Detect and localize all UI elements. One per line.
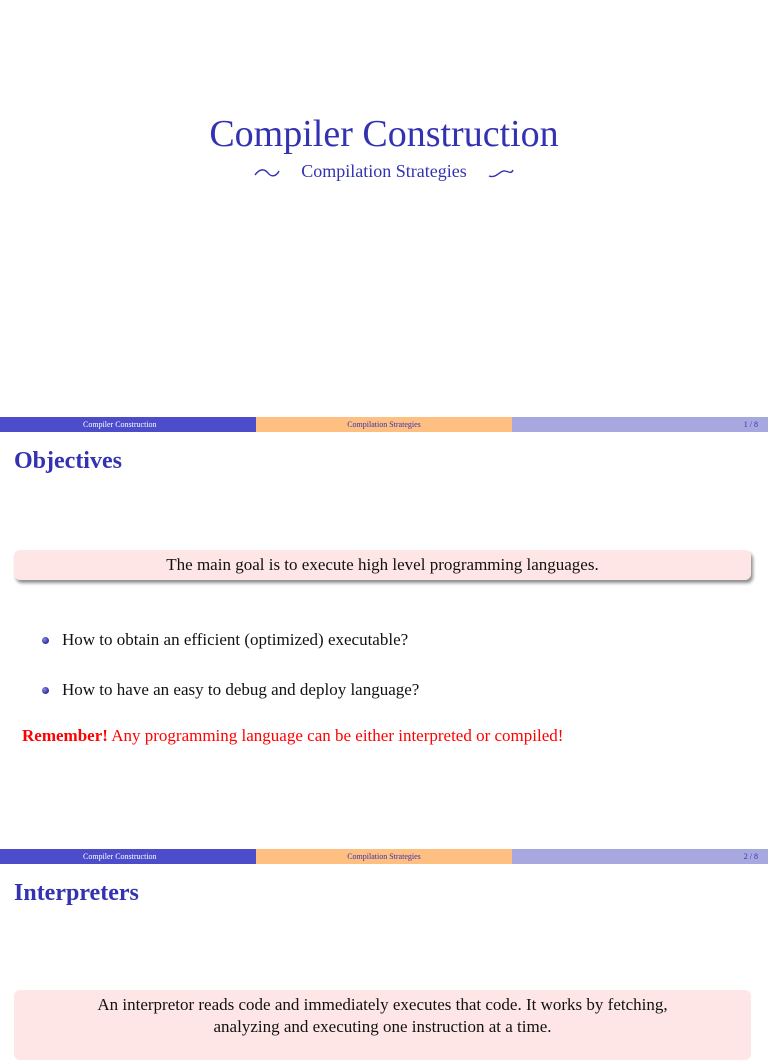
frame-title: Objectives — [14, 448, 122, 474]
list-item — [40, 628, 419, 652]
bullet-text: How to obtain an efficient (optimized) executable? — [62, 630, 409, 649]
goal-box: The main goal is to execute high level programming languages. — [14, 550, 751, 580]
list-item — [40, 678, 419, 702]
footer-bar-1 — [0, 417, 768, 432]
footer-author: Compiler Construction — [0, 849, 256, 864]
definition-line-1: An interpretor reads code and immediately executes that code. It works by fetching, — [97, 995, 668, 1014]
definition-line-2: analyzing and executing one instruction at a time. — [213, 1017, 552, 1036]
left-swirl-icon — [253, 167, 281, 179]
interpreters-slide — [0, 864, 768, 1036]
subtitle-row — [0, 161, 768, 182]
bullet-text: How to have an easy to debug and deploy language? — [62, 680, 420, 699]
bullet-icon — [42, 687, 49, 694]
remember-note — [22, 726, 563, 746]
footer-page-number: 1 / 8 — [512, 417, 768, 432]
objectives-slide — [0, 432, 768, 849]
footer-page-number: 2 / 8 — [512, 849, 768, 864]
remember-label: Remember! — [22, 726, 108, 745]
definition-box — [14, 990, 751, 1060]
footer-author: Compiler Construction — [0, 417, 256, 432]
frame-title: Interpreters — [14, 880, 139, 906]
bullet-list — [40, 628, 419, 728]
footer-bar-2 — [0, 849, 768, 864]
presentation-subtitle: Compilation Strategies — [301, 161, 467, 181]
presentation-title: Compiler Construction — [209, 113, 559, 155]
title-slide — [0, 0, 768, 417]
footer-title: Compilation Strategies — [256, 417, 512, 432]
bullet-icon — [42, 637, 49, 644]
footer-title: Compilation Strategies — [256, 849, 512, 864]
right-swirl-icon — [487, 167, 515, 179]
remember-text: Any programming language can be either interpreted or compiled! — [111, 726, 564, 745]
